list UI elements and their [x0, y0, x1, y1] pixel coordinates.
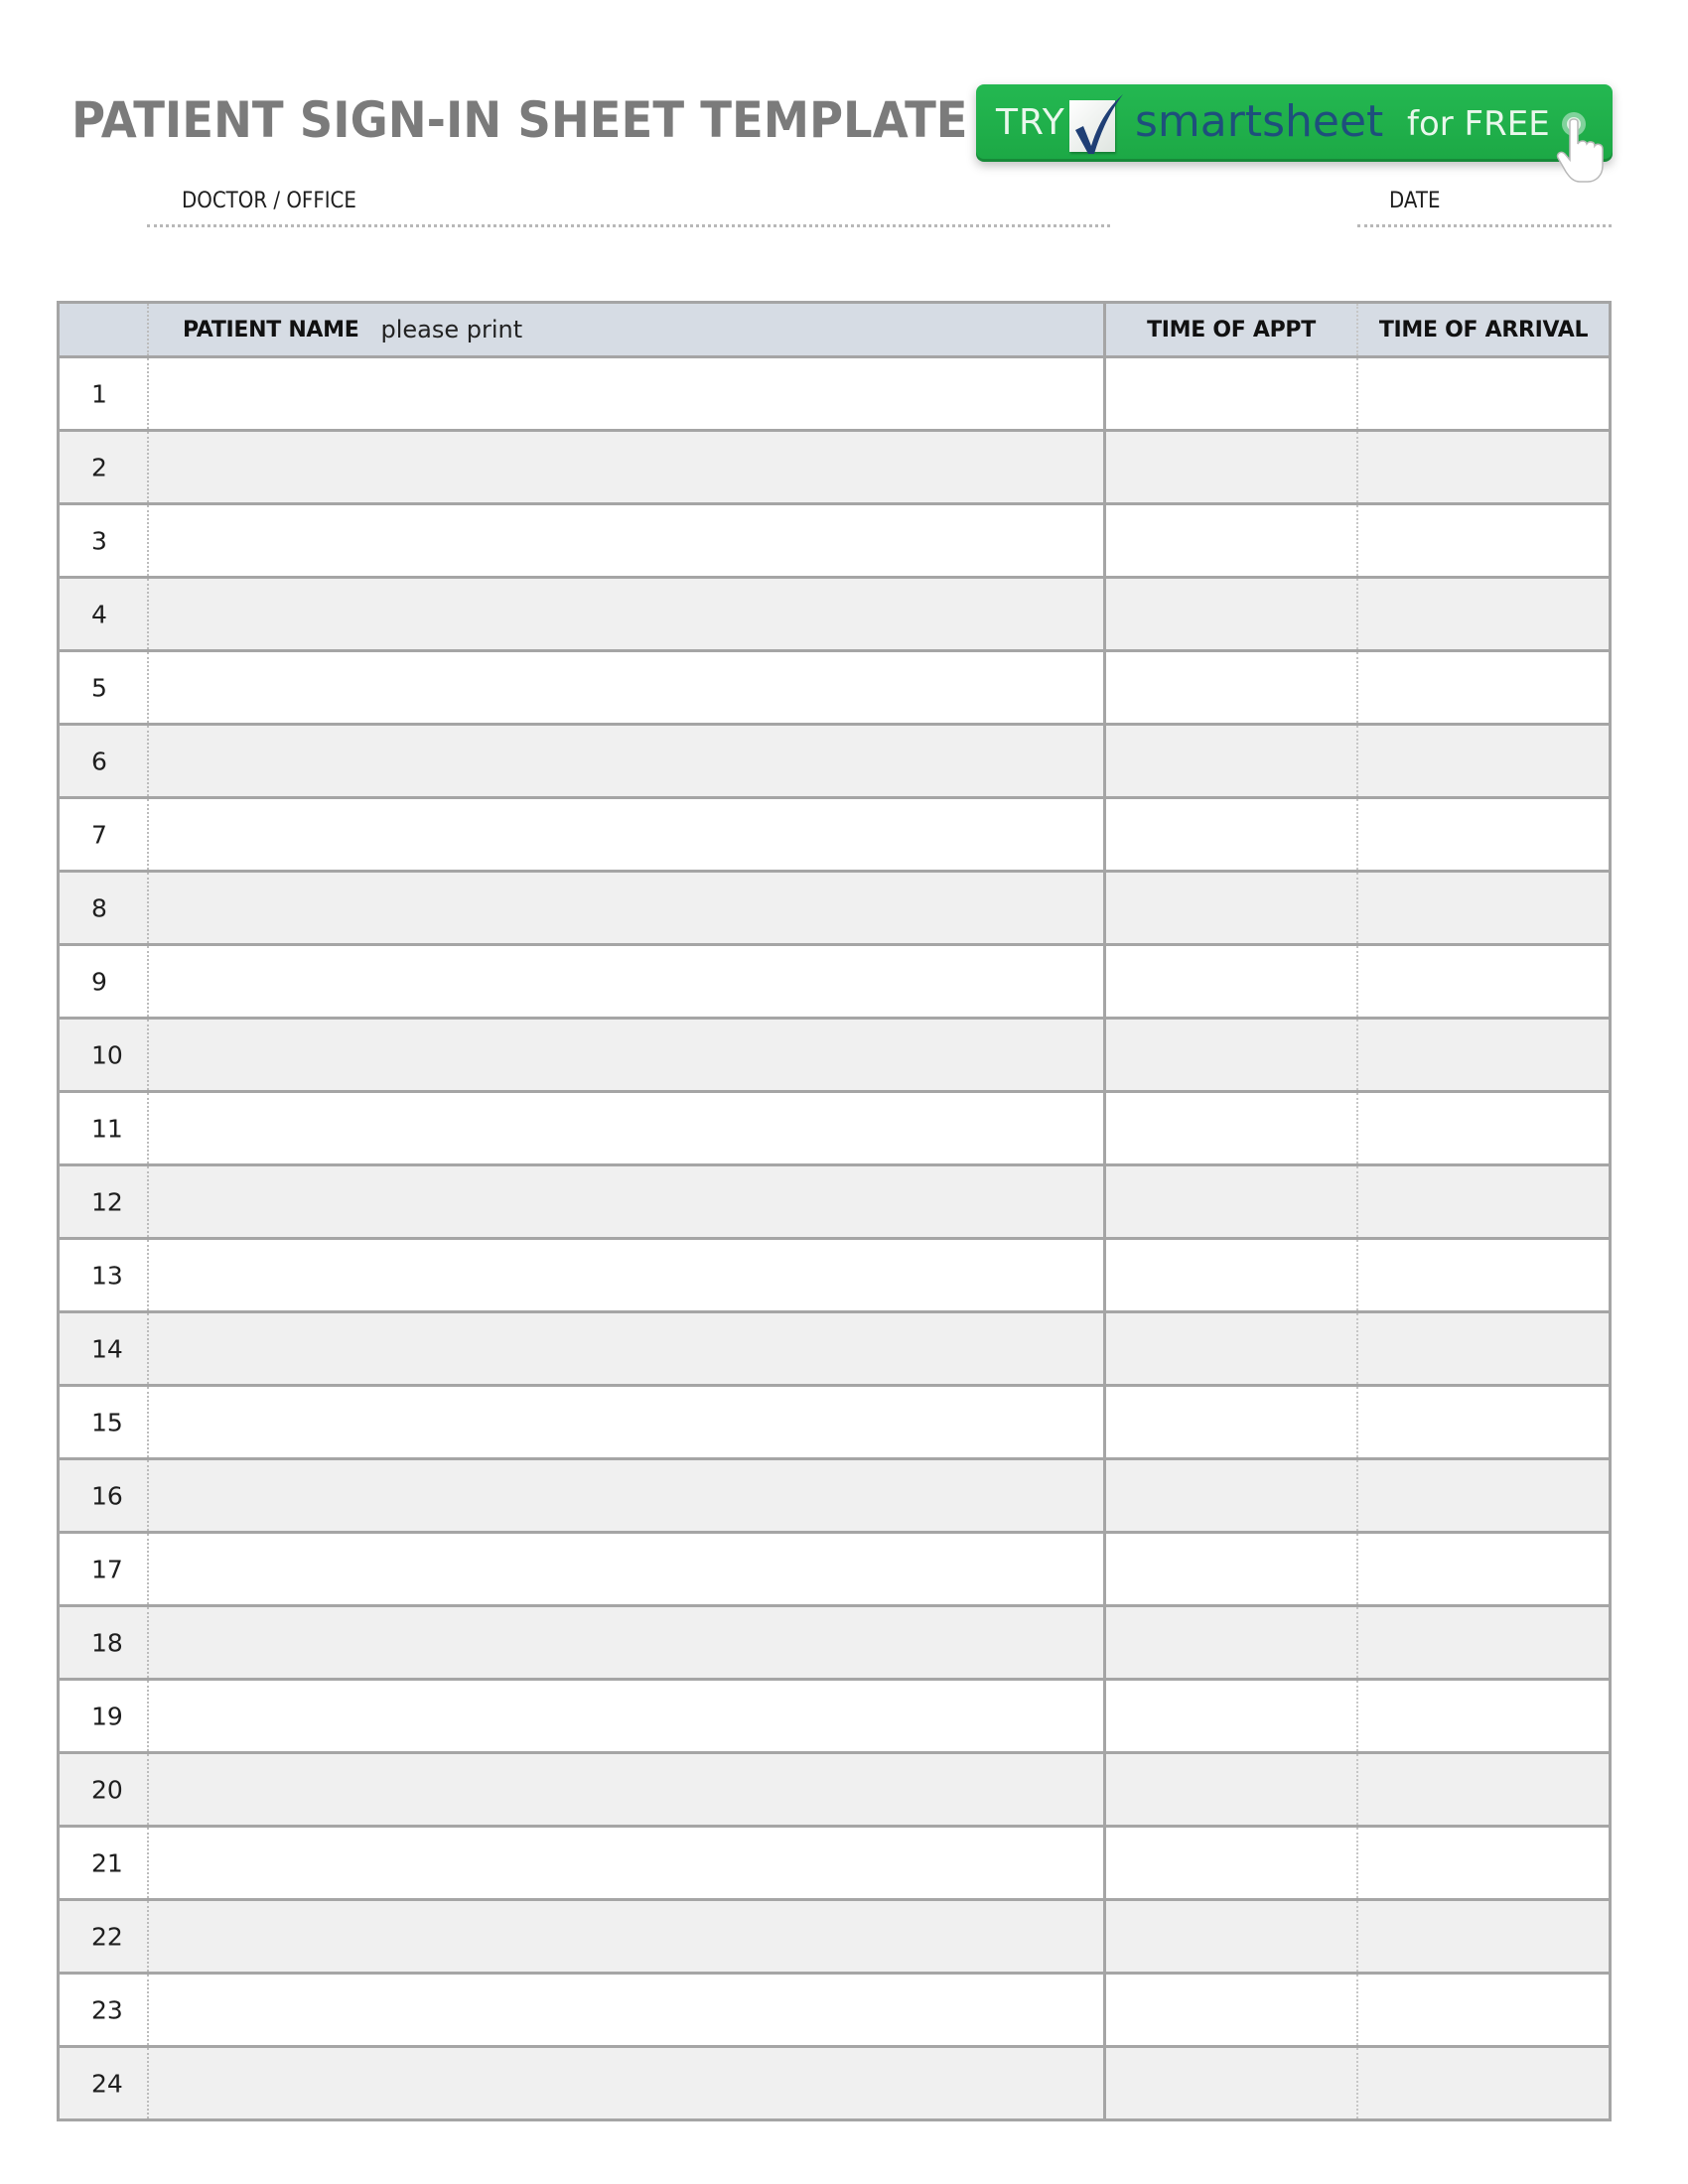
time-of-appt-cell[interactable]	[1106, 1460, 1358, 1531]
time-of-appt-value[interactable]	[1106, 579, 1356, 649]
time-of-arrival-cell[interactable]	[1358, 1460, 1609, 1531]
row-number: 10	[91, 1040, 123, 1069]
table-row	[60, 799, 1609, 873]
time-of-arrival-value[interactable]	[1358, 579, 1609, 649]
time-of-arrival-value[interactable]	[1358, 1240, 1609, 1310]
time-of-appt-value[interactable]	[1106, 432, 1356, 502]
table-row	[60, 432, 1609, 505]
table-row	[60, 1975, 1609, 2048]
patient-name-value[interactable]	[149, 1166, 1103, 1237]
table-row	[60, 1460, 1609, 1534]
row-number-cell	[60, 1975, 149, 2045]
time-of-appt-cell[interactable]	[1106, 432, 1358, 502]
time-of-appt-value[interactable]	[1106, 1313, 1356, 1384]
time-of-appt-value[interactable]	[1106, 1607, 1356, 1678]
table-row	[60, 1828, 1609, 1901]
time-of-arrival-cell[interactable]	[1358, 505, 1609, 576]
time-of-arrival-value[interactable]	[1358, 1387, 1609, 1457]
row-number-cell	[60, 799, 149, 870]
time-of-arrival-cell[interactable]	[1358, 1240, 1609, 1310]
patient-name-value[interactable]	[149, 1607, 1103, 1678]
time-of-appt-cell[interactable]	[1106, 1166, 1358, 1237]
time-of-appt-cell[interactable]	[1106, 1901, 1358, 1972]
row-number: 12	[91, 1187, 123, 1216]
time-of-appt-value[interactable]	[1106, 946, 1356, 1017]
table-row	[60, 652, 1609, 726]
row-number-cell	[60, 2048, 149, 2118]
time-of-appt-cell[interactable]	[1106, 946, 1358, 1017]
patient-name-cell[interactable]	[149, 1828, 1106, 1898]
patient-name-value[interactable]	[149, 358, 1103, 429]
row-number-cell	[60, 1901, 149, 1972]
time-of-arrival-value[interactable]	[1358, 1020, 1609, 1090]
time-of-arrival-cell[interactable]	[1358, 1754, 1609, 1825]
time-of-arrival-heading: TIME OF ARRIVAL	[1378, 317, 1589, 342]
row-number: 9	[91, 967, 107, 996]
table-row	[60, 1166, 1609, 1240]
patient-name-value[interactable]	[149, 579, 1103, 649]
patient-name-value[interactable]	[149, 1901, 1103, 1972]
patient-name-value[interactable]	[149, 1975, 1103, 2045]
time-of-appt-value[interactable]	[1106, 652, 1356, 723]
time-of-appt-value[interactable]	[1106, 1020, 1356, 1090]
time-of-arrival-value[interactable]	[1358, 1681, 1609, 1751]
table-body	[60, 358, 1609, 2118]
time-of-appt-cell[interactable]	[1106, 358, 1358, 429]
time-of-arrival-cell[interactable]	[1358, 1607, 1609, 1678]
row-number-cell	[60, 1387, 149, 1457]
row-number-cell	[60, 1681, 149, 1751]
patient-name-value[interactable]	[149, 1460, 1103, 1531]
table-row	[60, 579, 1609, 652]
patient-name-heading: PATIENT NAME	[183, 317, 359, 342]
row-number: 21	[91, 1848, 123, 1877]
row-number-cell	[60, 1020, 149, 1090]
time-of-arrival-cell[interactable]	[1358, 1681, 1609, 1751]
row-number: 17	[91, 1555, 123, 1583]
row-number-cell	[60, 1313, 149, 1384]
time-of-arrival-cell[interactable]	[1358, 873, 1609, 943]
patient-name-cell[interactable]	[149, 1901, 1106, 1972]
table-row	[60, 873, 1609, 946]
time-of-appt-value[interactable]	[1106, 1166, 1356, 1237]
time-of-arrival-cell[interactable]	[1358, 1975, 1609, 2045]
row-number: 2	[91, 453, 107, 481]
time-of-arrival-value[interactable]	[1358, 432, 1609, 502]
time-of-appt-value[interactable]	[1106, 1828, 1356, 1898]
patient-name-cell[interactable]	[149, 1460, 1106, 1531]
time-of-appt-cell[interactable]	[1106, 1387, 1358, 1457]
row-number: 23	[91, 1995, 123, 2024]
time-of-arrival-value[interactable]	[1358, 1607, 1609, 1678]
time-of-arrival-cell[interactable]	[1358, 1387, 1609, 1457]
time-of-appt-cell[interactable]	[1106, 1093, 1358, 1163]
time-of-arrival-value[interactable]	[1358, 1828, 1609, 1898]
patient-name-cell[interactable]	[149, 505, 1106, 576]
patient-name-value[interactable]	[149, 505, 1103, 576]
row-number-cell	[60, 505, 149, 576]
time-of-arrival-cell[interactable]	[1358, 2048, 1609, 2118]
table-row	[60, 1681, 1609, 1754]
header-patient-name	[149, 304, 1106, 355]
patient-name-cell[interactable]	[149, 1093, 1106, 1163]
time-of-arrival-cell[interactable]	[1358, 946, 1609, 1017]
row-number: 8	[91, 893, 107, 922]
patient-name-value[interactable]	[149, 432, 1103, 502]
row-number-cell	[60, 432, 149, 502]
time-of-appt-value[interactable]	[1106, 1754, 1356, 1825]
time-of-appt-value[interactable]	[1106, 358, 1356, 429]
time-of-arrival-cell[interactable]	[1358, 1093, 1609, 1163]
row-number-cell	[60, 1828, 149, 1898]
time-of-arrival-cell[interactable]	[1358, 799, 1609, 870]
time-of-arrival-value[interactable]	[1358, 946, 1609, 1017]
patient-name-cell[interactable]	[149, 1313, 1106, 1384]
table-row	[60, 1240, 1609, 1313]
row-number-cell	[60, 652, 149, 723]
time-of-arrival-cell[interactable]	[1358, 1020, 1609, 1090]
time-of-arrival-cell[interactable]	[1358, 579, 1609, 649]
time-of-appt-value[interactable]	[1106, 799, 1356, 870]
time-of-appt-cell[interactable]	[1106, 799, 1358, 870]
time-of-appt-cell[interactable]	[1106, 579, 1358, 649]
row-number: 16	[91, 1481, 123, 1510]
patient-name-cell[interactable]	[149, 726, 1106, 796]
row-number: 6	[91, 747, 107, 775]
patient-name-value[interactable]	[149, 1828, 1103, 1898]
time-of-appt-value[interactable]	[1106, 1387, 1356, 1457]
time-of-arrival-value[interactable]	[1358, 1313, 1609, 1384]
time-of-appt-cell[interactable]	[1106, 1754, 1358, 1825]
time-of-arrival-cell[interactable]	[1358, 1313, 1609, 1384]
patient-name-cell[interactable]	[149, 873, 1106, 943]
patient-name-value[interactable]	[149, 1240, 1103, 1310]
row-number: 13	[91, 1261, 123, 1290]
time-of-appt-cell[interactable]	[1106, 1240, 1358, 1310]
row-number-cell	[60, 1166, 149, 1237]
table-row	[60, 1901, 1609, 1975]
date-label: DATE	[1389, 189, 1441, 213]
time-of-appt-cell[interactable]	[1106, 873, 1358, 943]
row-number: 24	[91, 2069, 123, 2098]
cta-free-label: for FREE	[1407, 104, 1550, 144]
patient-name-cell[interactable]	[149, 1387, 1106, 1457]
time-of-appt-value[interactable]	[1106, 505, 1356, 576]
row-number: 22	[91, 1922, 123, 1951]
time-of-appt-value[interactable]	[1106, 1901, 1356, 1972]
table-row	[60, 1020, 1609, 1093]
patient-name-cell[interactable]	[149, 579, 1106, 649]
patient-name-cell[interactable]	[149, 1534, 1106, 1604]
table-row	[60, 946, 1609, 1020]
time-of-appt-cell[interactable]	[1106, 1681, 1358, 1751]
time-of-arrival-value[interactable]	[1358, 358, 1609, 429]
time-of-appt-cell[interactable]	[1106, 1020, 1358, 1090]
time-of-appt-cell[interactable]	[1106, 1828, 1358, 1898]
patient-name-value[interactable]	[149, 1681, 1103, 1751]
patient-name-value[interactable]	[149, 726, 1103, 796]
time-of-arrival-cell[interactable]	[1358, 358, 1609, 429]
row-number-cell	[60, 1093, 149, 1163]
time-of-arrival-value[interactable]	[1358, 1901, 1609, 1972]
patient-name-cell[interactable]	[149, 358, 1106, 429]
time-of-appt-value[interactable]	[1106, 1460, 1356, 1531]
hand-pointer-cursor-icon	[1554, 110, 1610, 186]
patient-name-cell[interactable]	[149, 1607, 1106, 1678]
header-number-cell	[60, 304, 149, 355]
time-of-appt-heading: TIME OF APPT	[1147, 317, 1316, 342]
table-header	[60, 304, 1609, 358]
time-of-arrival-value[interactable]	[1358, 726, 1609, 796]
patient-name-value[interactable]	[149, 799, 1103, 870]
row-number-cell	[60, 1240, 149, 1310]
patient-name-cell[interactable]	[149, 799, 1106, 870]
time-of-appt-cell[interactable]	[1106, 1607, 1358, 1678]
time-of-appt-cell[interactable]	[1106, 2048, 1358, 2118]
patient-name-value[interactable]	[149, 1387, 1103, 1457]
row-number: 1	[91, 379, 107, 408]
row-number-cell	[60, 1534, 149, 1604]
time-of-arrival-cell[interactable]	[1358, 1828, 1609, 1898]
row-number: 19	[91, 1702, 123, 1730]
cta-brand-light: sheet	[1262, 96, 1384, 147]
patient-name-cell[interactable]	[149, 1240, 1106, 1310]
patient-name-value[interactable]	[149, 1534, 1103, 1604]
checkbox-check-icon	[1069, 100, 1115, 152]
time-of-arrival-cell[interactable]	[1358, 432, 1609, 502]
time-of-appt-value[interactable]	[1106, 873, 1356, 943]
patient-name-value[interactable]	[149, 1093, 1103, 1163]
doctor-office-label: DOCTOR / OFFICE	[182, 189, 356, 213]
time-of-arrival-cell[interactable]	[1358, 1166, 1609, 1237]
time-of-arrival-value[interactable]	[1358, 1166, 1609, 1237]
time-of-arrival-value[interactable]	[1358, 873, 1609, 943]
row-number: 7	[91, 820, 107, 849]
patient-name-cell[interactable]	[149, 1754, 1106, 1825]
time-of-appt-value[interactable]	[1106, 2048, 1356, 2118]
time-of-arrival-cell[interactable]	[1358, 726, 1609, 796]
patient-name-value[interactable]	[149, 873, 1103, 943]
time-of-appt-value[interactable]	[1106, 1534, 1356, 1604]
time-of-arrival-value[interactable]	[1358, 652, 1609, 723]
patient-name-value[interactable]	[149, 946, 1103, 1017]
patient-name-cell[interactable]	[149, 652, 1106, 723]
table-row	[60, 1534, 1609, 1607]
row-number-cell	[60, 873, 149, 943]
time-of-appt-cell[interactable]	[1106, 505, 1358, 576]
date-field[interactable]	[1357, 224, 1612, 227]
time-of-appt-value[interactable]	[1106, 1975, 1356, 2045]
row-number: 4	[91, 600, 107, 628]
try-smartsheet-button[interactable]	[976, 84, 1613, 162]
time-of-arrival-value[interactable]	[1358, 505, 1609, 576]
time-of-arrival-value[interactable]	[1358, 1093, 1609, 1163]
table-row	[60, 2048, 1609, 2118]
table-row	[60, 1387, 1609, 1460]
row-number: 5	[91, 673, 107, 702]
time-of-arrival-cell[interactable]	[1358, 652, 1609, 723]
time-of-arrival-value[interactable]	[1358, 799, 1609, 870]
time-of-arrival-cell[interactable]	[1358, 1901, 1609, 1972]
row-number: 20	[91, 1775, 123, 1804]
time-of-appt-value[interactable]	[1106, 1240, 1356, 1310]
time-of-arrival-cell[interactable]	[1358, 1534, 1609, 1604]
header-time-of-arrival	[1358, 304, 1609, 355]
patient-name-value[interactable]	[149, 1020, 1103, 1090]
time-of-appt-cell[interactable]	[1106, 1975, 1358, 2045]
patient-name-value[interactable]	[149, 2048, 1103, 2118]
time-of-appt-cell[interactable]	[1106, 652, 1358, 723]
time-of-arrival-value[interactable]	[1358, 1460, 1609, 1531]
patient-name-cell[interactable]	[149, 2048, 1106, 2118]
time-of-appt-value[interactable]	[1106, 1093, 1356, 1163]
patient-name-cell[interactable]	[149, 432, 1106, 502]
patient-name-hint: please print	[380, 316, 523, 343]
patient-name-cell[interactable]	[149, 1020, 1106, 1090]
page-title: PATIENT SIGN-IN SHEET TEMPLATE	[71, 91, 968, 149]
row-number: 11	[91, 1114, 123, 1143]
time-of-appt-cell[interactable]	[1106, 1534, 1358, 1604]
patient-name-cell[interactable]	[149, 1166, 1106, 1237]
table-row	[60, 1093, 1609, 1166]
patient-name-cell[interactable]	[149, 1975, 1106, 2045]
cta-brand-bold: smart	[1135, 96, 1263, 147]
time-of-appt-cell[interactable]	[1106, 1313, 1358, 1384]
time-of-appt-value[interactable]	[1106, 726, 1356, 796]
time-of-appt-cell[interactable]	[1106, 726, 1358, 796]
table-row	[60, 726, 1609, 799]
table-row	[60, 1754, 1609, 1828]
cta-brand-name	[1135, 96, 1383, 147]
row-number-cell	[60, 946, 149, 1017]
row-number-cell	[60, 1460, 149, 1531]
row-number-cell	[60, 358, 149, 429]
time-of-arrival-value[interactable]	[1358, 2048, 1609, 2118]
table-row	[60, 1313, 1609, 1387]
doctor-office-field[interactable]	[147, 224, 1110, 227]
patient-name-cell[interactable]	[149, 946, 1106, 1017]
row-number-cell	[60, 726, 149, 796]
row-number: 3	[91, 526, 107, 555]
table-row	[60, 1607, 1609, 1681]
row-number-cell	[60, 579, 149, 649]
time-of-arrival-value[interactable]	[1358, 1534, 1609, 1604]
row-number: 15	[91, 1408, 123, 1436]
row-number-cell	[60, 1607, 149, 1678]
sign-in-table	[57, 301, 1612, 2121]
table-row	[60, 358, 1609, 432]
table-row	[60, 505, 1609, 579]
row-number: 18	[91, 1628, 123, 1657]
patient-name-value[interactable]	[149, 1754, 1103, 1825]
time-of-appt-value[interactable]	[1106, 1681, 1356, 1751]
time-of-arrival-value[interactable]	[1358, 1975, 1609, 2045]
header-time-of-appt	[1106, 304, 1358, 355]
cta-try-label: TRY	[996, 102, 1065, 143]
patient-name-value[interactable]	[149, 652, 1103, 723]
row-number: 14	[91, 1334, 123, 1363]
time-of-arrival-value[interactable]	[1358, 1754, 1609, 1825]
patient-name-value[interactable]	[149, 1313, 1103, 1384]
row-number-cell	[60, 1754, 149, 1825]
patient-name-cell[interactable]	[149, 1681, 1106, 1751]
